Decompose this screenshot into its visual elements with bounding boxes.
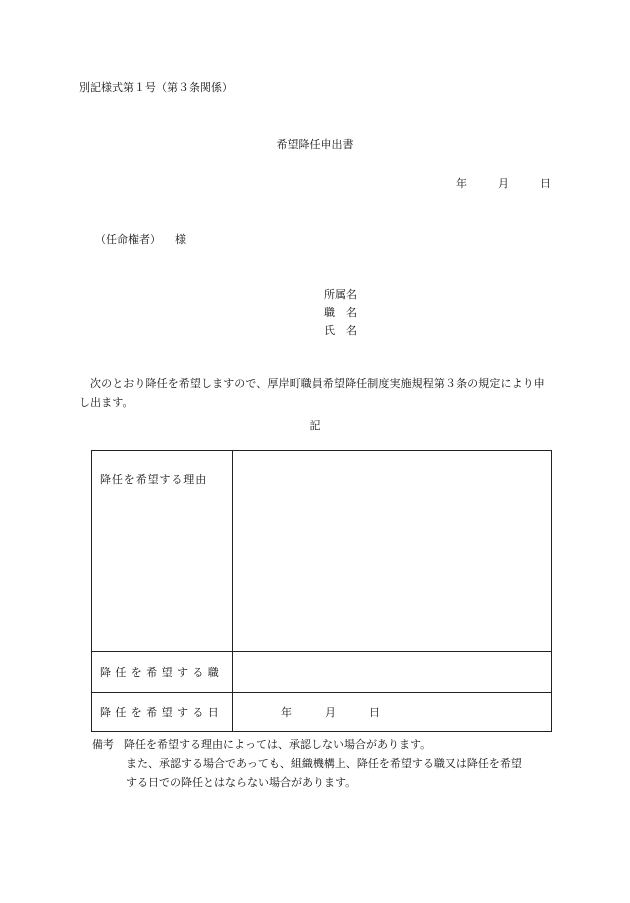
desired-position-label: 降任を希望する職 bbox=[92, 652, 233, 693]
desired-date-label: 降任を希望する日 bbox=[92, 693, 233, 732]
desired-date-field[interactable] bbox=[233, 693, 552, 732]
table-row-position bbox=[92, 652, 552, 693]
table-row-date bbox=[92, 693, 552, 732]
desired-position-field[interactable] bbox=[233, 652, 552, 693]
request-table bbox=[91, 450, 552, 732]
date-month-label: 月 bbox=[498, 177, 509, 190]
reason-field[interactable] bbox=[233, 451, 552, 652]
appointing-authority: （任命権者） bbox=[95, 233, 161, 246]
ki-marker: 記 bbox=[309, 419, 321, 432]
date-line bbox=[456, 175, 551, 191]
desired-date-month: 月 bbox=[325, 706, 336, 719]
document-title: 希望降任申出書 bbox=[276, 138, 354, 151]
date-day-label: 日 bbox=[540, 177, 551, 190]
name-label: 氏 名 bbox=[324, 324, 357, 337]
remarks-line-3: する日での降任とはならない場合があります。 bbox=[126, 776, 357, 789]
desired-date-day: 日 bbox=[369, 706, 380, 719]
addressee bbox=[95, 231, 186, 247]
affiliation-label: 所属名 bbox=[324, 288, 357, 301]
date-year-label: 年 bbox=[456, 177, 467, 190]
position-label: 職 名 bbox=[324, 306, 357, 319]
remarks bbox=[92, 735, 522, 792]
body-text: 次のとおり降任を希望しますので、厚岸町職員希望降任制度実施規程第３条の規定により申し出ます。 bbox=[79, 377, 545, 409]
form-reference: 別記様式第１号（第３条関係） bbox=[79, 81, 233, 94]
table-row-reason bbox=[92, 451, 552, 652]
applicant-block bbox=[324, 286, 357, 340]
honorific: 様 bbox=[175, 233, 186, 246]
desired-date-year: 年 bbox=[281, 706, 292, 719]
remarks-line-2: また、承認する場合であっても、組織機構上、降任を希望する職又は降任を希望 bbox=[126, 757, 522, 770]
remarks-heading: 備考 bbox=[92, 738, 114, 751]
reason-label: 降任を希望する理由 bbox=[92, 451, 233, 652]
remarks-line-1: 降任を希望する理由によっては、承認しない場合があります。 bbox=[124, 738, 432, 751]
